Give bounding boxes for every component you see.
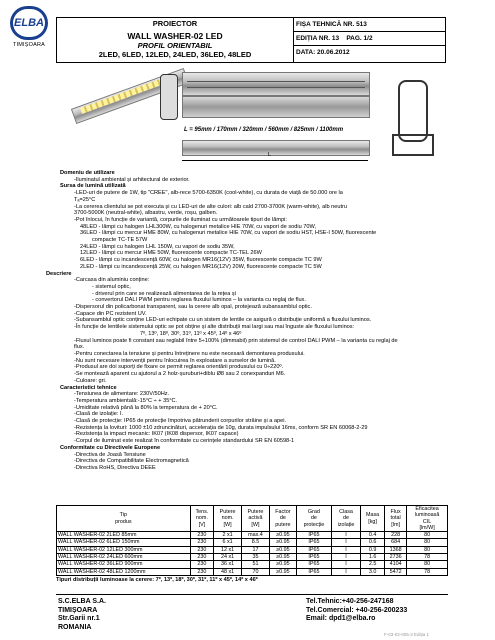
text-line: 6LED - lămpi cu incandescență 60W, cu halogen MR16(12V) 35W, fluorescente compacte TC 9W: [80, 257, 322, 264]
table-cell: 1368: [385, 546, 407, 553]
section-sursa: Sursa de lumină utilizată: [60, 183, 126, 190]
table-cell: 228: [385, 532, 407, 539]
table-cell: 12 x1: [214, 546, 242, 553]
text-line: -Rezistența la impact mecanic: IK07 (IK08 dispersor, IK07 capace): [74, 431, 239, 438]
document-header: [56, 17, 446, 63]
table-cell: 230: [190, 532, 213, 539]
table-row: [57, 554, 448, 561]
text-line: -Directiva de Compatibilitate Electromagnetică: [74, 458, 189, 465]
text-line: -Pot înlocui, în funcție de variantă, corpurile de iluminat cu următoarele tipuri de lămpi:: [74, 216, 287, 223]
dimension-L: L: [268, 152, 272, 158]
text-line: 48LED - lămpi cu halogen LHL300W, cu halogenuri metalice HIE 70W, cu vapori de sodiu 70W,: [80, 223, 316, 230]
table-header-cell: Putere nom. [W]: [214, 506, 242, 532]
table-cell: 0.4: [361, 532, 385, 539]
text-line: -Produsul are doi suporți de fixare ce permit reglarea orientării produsului cu 0÷220º.: [74, 364, 284, 371]
text-line: -În funcție de lentilele sistemului optic se pot obține și alte distribuții mai largi sau mai înguste ale fluxului luminos:: [74, 324, 355, 331]
company-name: S.C.ELBA S.A.: [58, 598, 106, 605]
table-cell: 48 x1: [214, 568, 242, 575]
table-cell: 1.6: [361, 554, 385, 561]
company-logo: [2, 6, 56, 68]
text-line: -Clasă de protecție: IP65 de protecție împotriva pătrunderii corpurilor străine și a apei.: [74, 418, 287, 425]
elba-logo-icon: ELBA: [10, 6, 48, 40]
table-cell: WALL WASHER-02 48LED 1200mm: [57, 568, 191, 575]
text-line: -Carcasa din aluminiu conține:: [74, 277, 150, 284]
table-row: [57, 568, 448, 575]
company-city: TIMIȘOARA: [58, 606, 98, 614]
distribution-note: Tipuri distribuții luminoase la cerere: 7º, 13º, 18º, 30º, 31º, 11º x 45º, 14º x 46º: [56, 576, 258, 583]
table-header-cell: Factor de putere: [269, 506, 296, 532]
product-drawing-bottom: [182, 140, 370, 156]
table-cell: 51: [242, 561, 270, 568]
text-line: 7º, 13º, 18º, 30º, 31º, 11º x 45º, 14º x 46º: [140, 330, 242, 337]
dimension-line: [182, 160, 368, 161]
table-cell: 80: [407, 539, 448, 546]
table-header-cell: Tip produs: [57, 506, 191, 532]
table-cell: ≥0.95: [269, 561, 296, 568]
text-line: 36LED - lămpi cu mercur HME 80W, cu halogenuri metalice HIE 70W, cu vapori de sodiu HST, HSE-I 50W, fluorescente: [80, 230, 377, 237]
table-cell: ≥0.95: [269, 554, 296, 561]
text-line: 12LED - lămpi cu mercur HME 50W, fluorescente compacte TC-TEL 26W: [80, 250, 262, 257]
table-cell: 17: [242, 546, 270, 553]
table-cell: WALL WASHER-02 12LED 300mm: [57, 546, 191, 553]
section-caracteristici: Caracteristici tehnice: [60, 384, 117, 391]
text-line: -Tensiunea de alimentare: 230V/50Hz.: [74, 391, 170, 398]
table-cell: 4104: [385, 561, 407, 568]
text-line: -Capace din PC rezistent UV.: [74, 310, 147, 317]
table-cell: 36 x1: [214, 561, 242, 568]
product-subtitle: PROFIL ORIENTABIL: [137, 41, 213, 50]
product-name: WALL WASHER-02 LED: [127, 31, 223, 41]
text-line: -Subansamblul optic conține LED-uri echipate cu un sistem de lentile ce asigură o distribuție uniformă a fluxului luminos.: [74, 317, 372, 324]
table-cell: 0.9: [361, 546, 385, 553]
tel-comercial: Tel.Comercial: +40-256-200233: [306, 606, 408, 614]
table-cell: 78: [407, 568, 448, 575]
table-cell: I: [331, 554, 360, 561]
table-cell: 3.0: [361, 568, 385, 575]
dimension-label: L = 95mm / 170mm / 320mm / 560mm / 825mm / 1100mm: [184, 127, 344, 133]
text-line: - convertorul DALI PWM pentru reglarea fluxului luminos – la varianta cu reglaj de flux.: [92, 297, 306, 304]
table-cell: I: [331, 546, 360, 553]
bracket-drawing: [378, 70, 446, 170]
sheet-number: FIȘA TEHNICĂ NR. 513: [294, 18, 445, 32]
table-cell: 78: [407, 554, 448, 561]
text-line: - sistemul optic,: [92, 283, 131, 290]
table-cell: 684: [385, 539, 407, 546]
text-line: -Se montează aparent cu ajutorul a 2 holz-șuruburi+diblu Ø8 sau 2 conexpanduri M6.: [74, 371, 286, 378]
text-line: -Pentru conectarea la tensiune și pentru întreținere nu este necesară demontarea produsului.: [74, 350, 305, 357]
end-cap-drawing: [154, 66, 182, 166]
table-cell: 230: [190, 568, 213, 575]
table-cell: I: [331, 568, 360, 575]
table-cell: I: [331, 532, 360, 539]
table-row: [57, 561, 448, 568]
table-row: [57, 539, 448, 546]
text-line: -Clasă de izolație: I.: [74, 411, 124, 418]
table-cell: IP65: [296, 539, 331, 546]
table-cell: 70: [242, 568, 270, 575]
footer-left: [58, 598, 106, 632]
footer-divider: [56, 594, 448, 595]
table-cell: 80: [407, 546, 448, 553]
text-line: -Dispersorul din policarbonat transparent, sau la cerere alb opal, protejează subansamblul optic.: [74, 304, 312, 311]
table-header-cell: Clasa de izolație: [331, 506, 360, 532]
email-link[interactable]: Email: dpd1@elba.ro: [306, 615, 376, 622]
table-cell: 8.5: [242, 539, 270, 546]
table-cell: WALL WASHER-02 24LED 600mm: [57, 554, 191, 561]
table-cell: 5472: [385, 568, 407, 575]
date: DATA: 20.06.2012: [296, 49, 350, 56]
text-line: -Umiditate relativă până la 80% la temperatura de + 20°C.: [74, 404, 218, 411]
section-conformitate: Conformitate cu Directivele Europene: [60, 444, 161, 451]
product-drawing-front: [182, 72, 370, 96]
table-cell: ≥0.95: [269, 546, 296, 553]
table-header-cell: Masa [kg]: [361, 506, 385, 532]
text-line: -LED-uri de putere de 1W, tip "CREE", alb-rece 5700-6350K (cool-white), cu durata de viață de 50.000 ore la: [74, 190, 343, 197]
table-header-cell: Grad de protecție: [296, 506, 331, 532]
text-line: -Rezistența la lovituri: 1000 ±10 zdruncinături, accelerația de 10g, durata impulsului 16ms, conform SR EN 60068-2-29: [74, 424, 368, 431]
table-cell: IP65: [296, 546, 331, 553]
text-line: -Culoare: gri.: [74, 377, 107, 384]
table-cell: 2 x1: [214, 532, 242, 539]
table-cell: WALL WASHER-02 2LED 85mm: [57, 532, 191, 539]
product-variants: 2LED, 6LED, 12LED, 24LED, 36LED, 48LED: [98, 50, 252, 59]
text-line: 3700-5000K (neutral-white), albastru, verde, roșu, galben.: [74, 210, 218, 217]
text-line: -Nu sunt necesare intervenții pentru înlocuirea în exploatare a surselor de lumină.: [74, 357, 276, 364]
header-info-cell: [294, 18, 446, 63]
table-cell: 230: [190, 539, 213, 546]
body-text: [46, 170, 480, 472]
text-line: -La cererea clientului se pot executa și cu LED-uri de alte culori: alb cald 2700-3700K (warm-white), alb neutru: [74, 203, 347, 210]
table-cell: I: [331, 561, 360, 568]
text-line: -Directiva de Joasă Tensiune: [74, 451, 146, 458]
text-line: flux.: [74, 344, 85, 351]
table-cell: 24 x1: [214, 554, 242, 561]
text-line: -Corpul de iluminat este realizat în conformitate cu cerințele standardului SR EN 60598-1: [74, 438, 295, 445]
table-cell: IP65: [296, 554, 331, 561]
table-header-cell: Tens. nom. [V]: [190, 506, 213, 532]
footer-right: [306, 598, 407, 624]
table-cell: 230: [190, 561, 213, 568]
table-cell: 80: [407, 532, 448, 539]
table-cell: 230: [190, 554, 213, 561]
spec-table: [56, 505, 448, 576]
table-cell: 6 x1: [214, 539, 242, 546]
text-line: -Temperatura ambientală:-15°C ÷ + 35°C.: [74, 397, 178, 404]
table-header-cell: Eficacitea luminoasă CIL [lm/W]: [407, 506, 448, 532]
table-cell: 2736: [385, 554, 407, 561]
doc-type: PROIECTOR: [152, 19, 198, 28]
product-drawing-side: [182, 96, 370, 118]
table-cell: ≥0.95: [269, 568, 296, 575]
table-header-cell: Putere activă [W]: [242, 506, 270, 532]
tel-tehnic: Tel.Tehnic:+40-256-247168: [306, 598, 394, 605]
text-line: -Directiva RoHS, Directiva DEEE: [74, 464, 156, 471]
table-cell: ≥0.95: [269, 532, 296, 539]
table-cell: IP65: [296, 532, 331, 539]
header-title-cell: [57, 18, 294, 63]
table-cell: IP65: [296, 561, 331, 568]
table-cell: 0.6: [361, 539, 385, 546]
table-header-cell: Flux total [lm]: [385, 506, 407, 532]
table-header-row: [57, 506, 448, 532]
table-cell: IP65: [296, 568, 331, 575]
table-cell: WALL WASHER-02 36LED 900mm: [57, 561, 191, 568]
logo-city: TIMIȘOARA: [12, 42, 46, 48]
table-row: [57, 532, 448, 539]
text-line: -Fluxul luminos poate fi constant sau reglabil între 5÷100% (dimmabil) prin sistemul de control DALI PWM – la varianta cu reglaj de: [74, 337, 398, 344]
section-domeniu: Domeniu de utilizare: [60, 170, 115, 176]
company-country: ROMANIA: [58, 623, 92, 631]
table-cell: 35: [242, 554, 270, 561]
table-cell: I: [331, 539, 360, 546]
text-line: - driverul prin care se realizează alimentarea de la rețea și: [92, 290, 236, 297]
company-street: Str.Garii nr.1: [58, 615, 100, 622]
table-cell: ≥0.95: [269, 539, 296, 546]
section-descriere: Descriere: [46, 270, 72, 277]
table-cell: WALL WASHER-02 6LED 150mm: [57, 539, 191, 546]
text-line: 24LED - lămpi cu halogen LHL 150W, cu vapori de sodiu 35W,: [80, 243, 235, 250]
table-cell: 2.5: [361, 561, 385, 568]
form-code: F-03-02-005-3 Ediția 1: [384, 632, 430, 637]
edition: EDIȚIA NR. 13 PAG. 1/2: [294, 32, 445, 46]
table-row: [57, 546, 448, 553]
table-cell: max.4: [242, 532, 270, 539]
spec-table-wrap: [56, 505, 448, 583]
table-cell: 230: [190, 546, 213, 553]
text-line: compacte TC-TE 57W: [92, 237, 148, 244]
text-line: Tₐ=25°C: [74, 196, 96, 203]
text-line: -Iluminatul ambiental și arhitectural de exterior.: [74, 176, 190, 183]
table-cell: 80: [407, 561, 448, 568]
text-line: 2LED - lămpi cu incandescență 25W, cu halogen MR16(12V) 20W, fluorescente compacte TC 5W: [80, 263, 322, 270]
